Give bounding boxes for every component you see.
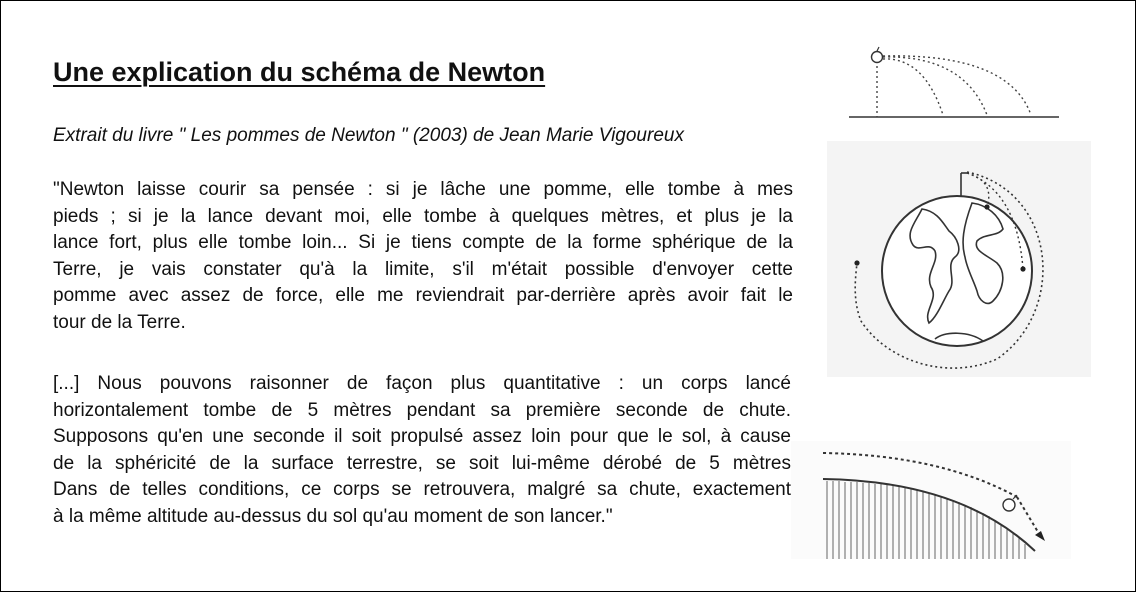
long-throw-path xyxy=(883,56,1031,115)
source-citation: Extrait du livre " Les pommes de Newton " (2003) de Jean Marie Vigoureux xyxy=(53,125,684,146)
paragraph-line: de la sphéricité de la surface terrestre, se soit lui-même dérobé de 5 mètres xyxy=(53,452,791,474)
paragraph-line: pieds ; si je la lance devant moi, elle tombe à quelques mètres, et plus je la xyxy=(53,205,793,227)
apple-icon xyxy=(872,52,883,63)
apple-icon xyxy=(1003,499,1015,511)
arrow-head-icon xyxy=(1035,531,1045,541)
curved-surface-figure xyxy=(791,441,1071,559)
flat-ground-trajectories-figure xyxy=(839,37,1069,137)
paragraph-line: "Newton laisse courir sa pensée : si je lâche une pomme, elle tombe à mes xyxy=(53,179,793,200)
paragraph-line: Dans de telles conditions, ce corps se retrouvera, malgré sa chute, exactement xyxy=(53,479,791,501)
paragraph-line: à la même altitude au-dessus du sol qu'au moment de son lancer." xyxy=(53,505,613,527)
page-title: Une explication du schéma de Newton xyxy=(53,57,546,87)
paragraph-line: Terre, je vais constater qu'à la limite, s'il m'était possible d'envoyer cette xyxy=(53,258,793,280)
paragraph-line: horizontalement tombe de 5 mètres pendant sa première seconde de chute. xyxy=(53,399,791,421)
landing-point-1 xyxy=(984,204,989,209)
landing-point-2 xyxy=(1020,266,1025,271)
short-throw-path xyxy=(883,59,943,115)
paragraph-line: Supposons qu'en une seconde il soit propulsé assez loin pour que le sol, à cause xyxy=(53,426,791,448)
earth-orbit-figure xyxy=(827,141,1091,377)
quote-paragraph-1 xyxy=(53,177,793,337)
quote-paragraph-2 xyxy=(53,371,791,531)
earth-circle xyxy=(882,196,1032,346)
paragraph-line: lance fort, plus elle tombe loin... Si je tiens compte de la forme sphérique de la xyxy=(53,232,793,254)
paragraph-line: tour de la Terre. xyxy=(53,311,186,333)
medium-throw-path xyxy=(883,57,987,115)
orbit-apple-point xyxy=(854,260,859,265)
paragraph-line: [...] Nous pouvons raisonner de façon plus quantitative : un corps lancé xyxy=(53,373,791,394)
paragraph-line: pomme avec assez de force, elle me reviendrait par-derrière après avoir fait le xyxy=(53,285,793,307)
